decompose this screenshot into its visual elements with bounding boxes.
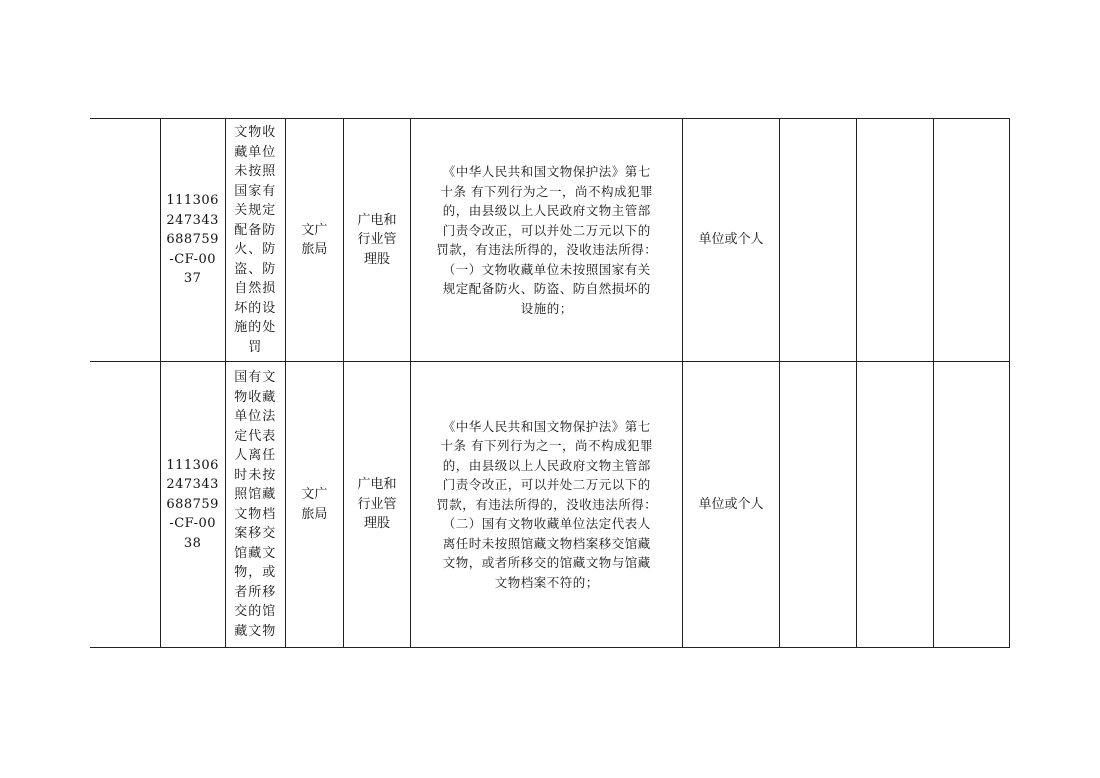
index-cell — [90, 119, 160, 362]
department-cell: 文广 旅局 — [285, 362, 343, 648]
subject-cell: 单位或个人 — [683, 362, 779, 648]
table-row — [90, 119, 1010, 362]
subject-cell: 单位或个人 — [683, 119, 779, 362]
table-row — [90, 362, 1010, 648]
office-cell: 广电和 行业管 理股 — [343, 119, 410, 362]
empty-cell — [933, 119, 1009, 362]
empty-cell — [856, 119, 933, 362]
legal-basis-cell: 《中华人民共和国文物保护法》第七 十条 有下列行为之一，尚不构成犯罪 的，由县级以上人民政府文物主管部 门责令改正，可以并处二万元以下的 罚款，有违法所得的，没收违法所得： （二）国有文物收藏单位法定代表人 离任时未按照馆藏文物档案移交馆藏 文物，或者所移交的馆藏文物与馆藏 文物档案不符的； — [411, 362, 683, 648]
penalty-items-table — [90, 118, 1010, 648]
item-code-cell: 111306 247343 688759 -CF-00 37 — [160, 119, 225, 362]
empty-cell — [933, 362, 1009, 648]
index-cell — [90, 362, 160, 648]
item-code-cell: 111306 247343 688759 -CF-00 38 — [160, 362, 225, 648]
item-name-cell: 文物收 藏单位 未按照 国家有 关规定 配备防 火、防 盗、防 自然损 坏的设 施的处 罚 — [225, 119, 285, 362]
item-name-cell: 国有文 物收藏 单位法 定代表 人离任 时未按 照馆藏 文物档 案移交 馆藏文 物，或 者所移 交的馆 藏文物 — [225, 362, 285, 648]
empty-cell — [779, 119, 856, 362]
empty-cell — [779, 362, 856, 648]
department-cell: 文广 旅局 — [285, 119, 343, 362]
office-cell: 广电和 行业管 理股 — [343, 362, 410, 648]
legal-basis-cell: 《中华人民共和国文物保护法》第七 十条 有下列行为之一，尚不构成犯罪 的，由县级以上人民政府文物主管部 门责令改正，可以并处二万元以下的 罚款，有违法所得的，没收违法所得： （一）文物收藏单位未按照国家有关 规定配备防火、防盗、防自然损坏的 设施的； — [411, 119, 683, 362]
empty-cell — [856, 362, 933, 648]
